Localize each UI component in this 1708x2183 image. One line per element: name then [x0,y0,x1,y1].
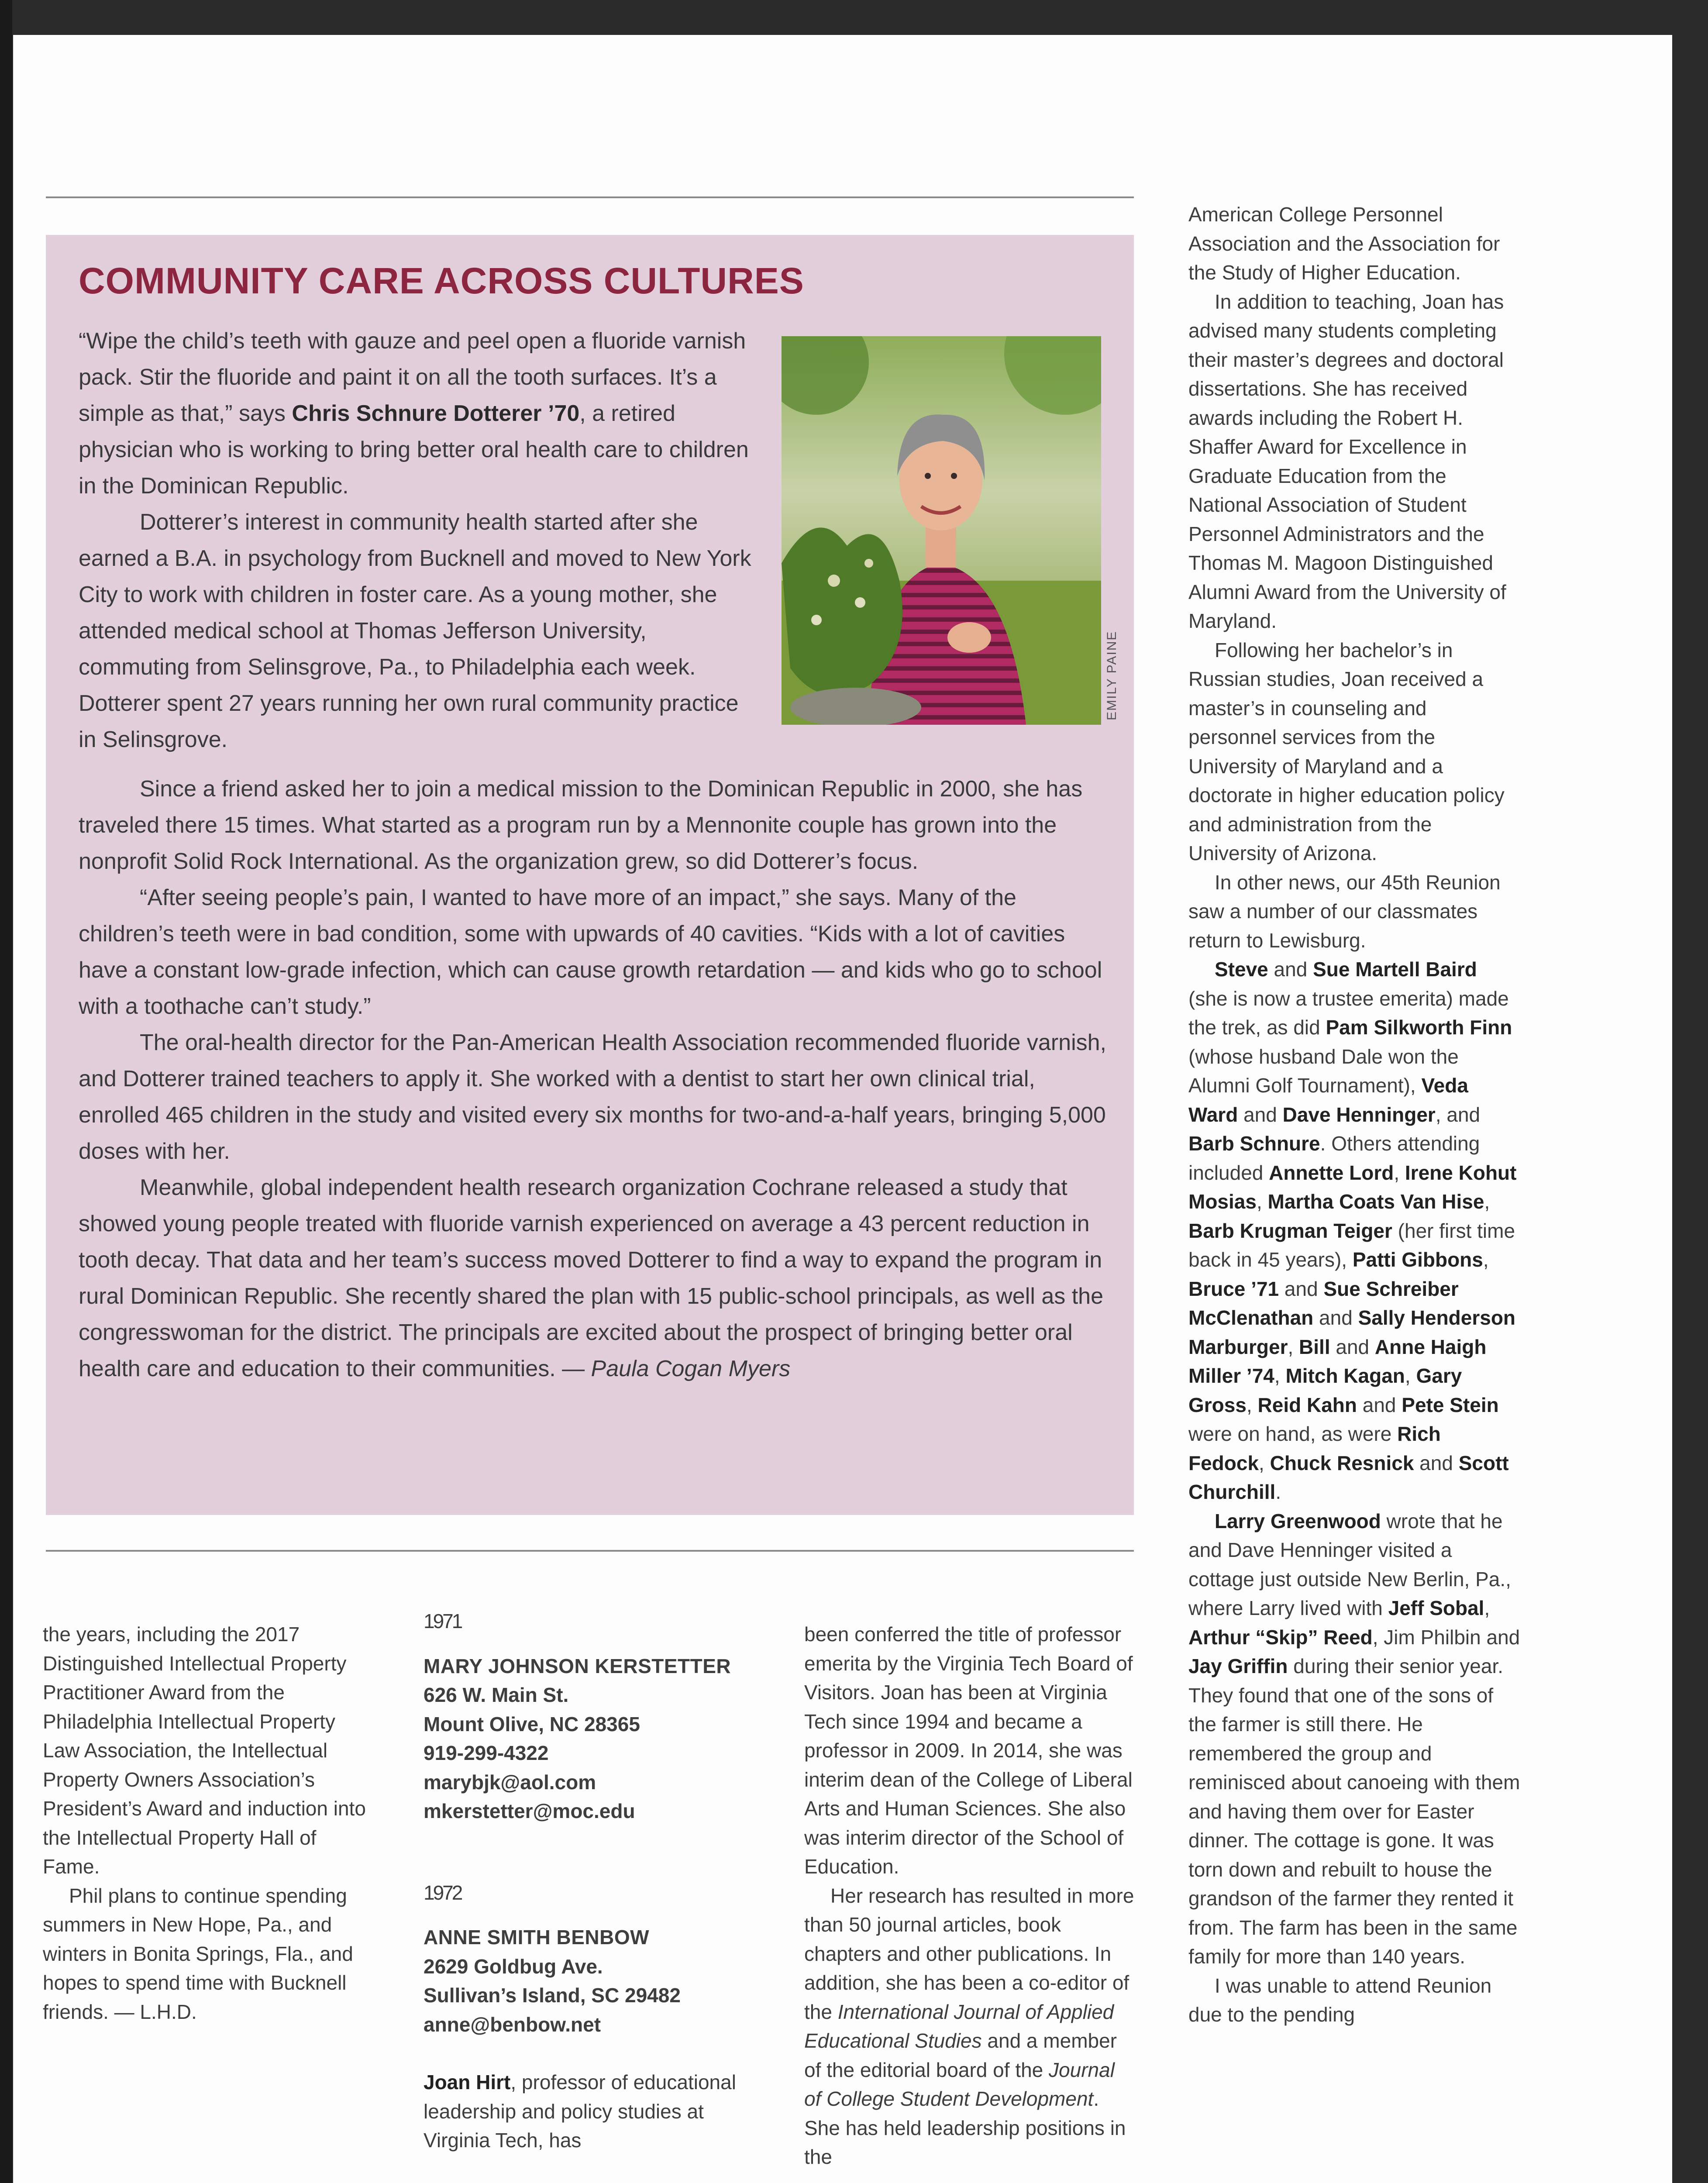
reporter-email-link[interactable]: anne@benbow.net [424,2013,601,2036]
classmate-name: Scott Churchill [1188,1451,1509,1503]
feature-story-bottom [79,771,1109,1387]
portrait-illustration [782,336,1101,725]
class-year-1971: 1971 [424,1610,461,1632]
story-paragraph-6: Meanwhile, global independent health research organization Cochrane released a study that showed young people treated with fluoride varnish experienced on average a 43 percent reduction in tooth decay. That data and her team’s success moved Dotterer to find a way to expand the program in rural Dominican Republic. She recently shared the plan with 15 public-school principals, as well as the congresswoman for the district. The principals are excited about the prospect of bringing better oral health care and education to their communities. — Paula Cogan Myers [79,1175,1103,1381]
photo-credit: EMILY PAINE [1105,630,1119,720]
classmate-name: Pam Silkworth Finn [1326,1016,1512,1039]
classmate-name: Anne Haigh Miller ’74 [1188,1335,1487,1387]
col4-paragraph-4: In other news, our 45th Reunion saw a number of our classmates return to Lewisburg. [1188,871,1501,952]
classmate-name: Rich Fedock [1188,1422,1441,1474]
story-paragraph-3: Since a friend asked her to join a medical mission to the Dominican Republic in 2000, she has traveled there 15 times. What started as a program run by a Mennonite couple has grown into the nonprofit Solid Rock International. As the organization grew, so did Dotterer’s focus. [79,776,1083,874]
col4-paragraph-5: Steve and Sue Martell Baird (she is now a trustee emerita) made the trek, as did Pam Silkworth Finn (whose husband Dale won the Alumni Golf Tournament), Veda Ward and Dave Henninger, and Barb Schnure. Others attending included Annette Lord, Irene Kohut Mosias, Martha Coats Van Hise, Barb Krugman Teiger (her first time back in 45 years), Patti Gibbons, Bruce ’71 and Sue Schreiber McClenathan and Sally Henderson Marburger, Bill and Anne Haigh Miller ’74, Mitch Kagan, Gary Gross, Reid Kahn and Pete Stein were on hand, as were Rich Fedock, Chuck Resnick and Scott Churchill. [1188,958,1517,1503]
story-paragraph-2: Dotterer’s interest in community health started after she earned a B.A. in psychology from Bucknell and moved to New York City to work with children in foster care. As a young mother, she attended medical school at Thomas Jefferson University, commuting from Selinsgrove, Pa., to Philadelphia each week. Dotterer spent 27 years running her own rural community practice in Selinsgrove. [79,510,751,752]
classmate-name: Chuck Resnick [1270,1451,1414,1474]
classmate-name: Sue Schreiber McClenathan [1188,1277,1459,1329]
portrait-photo [782,336,1101,725]
story-paragraph-4: “After seeing people’s pain, I wanted to have more of an impact,” she says. Many of the children’s teeth were in bad condition, some with upwards of 40 cavities. “Kids with a lot of cavities have a constant low-grade infection, which can cause growth retardation — and kids who go to school with a toothache can’t study.” [79,885,1102,1019]
classmate-name: Jay Griffin [1188,1655,1288,1677]
classmate-name: Bruce ’71 [1188,1277,1279,1300]
col2-paragraph: Joan Hirt, professor of educational leadership and policy studies at Virginia Tech, has [424,2071,736,2152]
classmate-name: Larry Greenwood [1215,1509,1381,1532]
classmate-name: Annette Lord [1269,1161,1394,1184]
classmate-name: Patti Gibbons [1352,1248,1483,1271]
reporter-address-line-1: 626 W. Main St. [424,1684,569,1706]
reporter-address-line-2: Sullivan’s Island, SC 29482 [424,1984,681,2007]
col1-paragraph-2: Phil plans to continue spending summers in New Hope, Pa., and winters in Bonita Springs, Fla., and hopes to spend time with Bucknell friends. — L.H.D. [43,1884,353,2023]
reporter-address-line-1: 2629 Goldbug Ave. [424,1955,603,1978]
feature-title: COMMUNITY CARE ACROSS CULTURES [79,260,804,301]
col1-paragraph-1: the years, including the 2017 Distinguished Intellectual Property Practitioner Award from the Philadelphia Intellectual Property Law Association, the Intellectual Property Owners Association’s President’s Award and induction into the Intellectual Property Hall of Fame. [43,1623,366,1878]
top-rule [46,196,1134,198]
class-reporter-name: ANNE SMITH BENBOW [424,1926,650,1949]
story-paragraph-1: “Wipe the child’s teeth with gauze and peel open a fluoride varnish pack. Stir the fluoride and paint it on all the tooth surfaces. It’s a simple as that,” says Chris Schnure Dotterer ’70, a retired physician who is working to bring better oral health care to children in the Dominican Republic. [79,328,749,499]
class-reporter-name: MARY JOHNSON KERSTETTER [424,1654,731,1677]
classmate-name: Barb Krugman Teiger [1188,1219,1392,1242]
col4-paragraph-6: Larry Greenwood wrote that he and Dave Henninger visited a cottage just outside New Berlin, Pa., where Larry lived with Jeff Sobal, Arthur “Skip” Reed, Jim Philbin and Jay Griffin during their senior year. They found that one of the sons of the farmer is still there. He remembered the group and reminisced about canoeing with them and having them over for Easter dinner. The cottage is gone. It was torn down and rebuilt to house the grandson of the farmer they rented it from. The farm has been in the same family for more than 140 years. [1188,1509,1520,1968]
profile-name: Chris Schnure Dotterer ’70 [292,401,580,426]
col3-paragraph-1: been conferred the title of professor emerita by the Virginia Tech Board of Visitors. Joan has been at Virginia Tech since 1994 and became a professor in 2009. In 2014, she was interim dean of the College of Liberal Arts and Human Sciences. She also was interim director of the School of Education. [804,1623,1133,1878]
classmate-name: Gary Gross [1188,1364,1462,1416]
classmate-name: Pete Stein [1402,1393,1499,1416]
classmate-name: Dave Henninger [1282,1103,1436,1126]
col4-paragraph-1: American College Personnel Association and the Association for the Study of Higher Education. [1188,203,1500,284]
column-1 [43,1620,375,2026]
classmate-name: Arthur “Skip” Reed [1188,1625,1373,1649]
column-4 [1188,200,1520,2029]
classmate-name: Barb Schnure [1188,1132,1320,1155]
story-byline: Paula Cogan Myers [591,1356,791,1381]
classmate-name: Mitch Kagan [1285,1364,1405,1387]
classmate-name: Bill [1299,1335,1330,1358]
column-2 [424,1607,768,2155]
column-3 [804,1620,1136,2172]
classmate-name: Martha Coats Van Hise [1267,1190,1484,1213]
middle-rule [46,1550,1134,1552]
reporter-phone: 919-299-4322 [424,1742,549,1764]
story-paragraph-5: The oral-health director for the Pan-American Health Association recommended fluoride varnish, and Dotterer trained teachers to apply it. She worked with a dentist to start her own clinical trial, enrolled 465 children in the study and visited every six months for two-and-a-half years, bringing 5,000 doses with her. [79,1030,1106,1164]
classmate-name: Irene Kohut Mosias [1188,1161,1517,1213]
classmate-name: Sue Martell Baird [1313,958,1477,981]
reporter-email-link[interactable]: mkerstetter@moc.edu [424,1800,635,1822]
classmate-name: Steve [1215,958,1268,981]
class-year-1972: 1972 [424,1881,461,1904]
reporter-address-line-2: Mount Olive, NC 28365 [424,1712,640,1735]
classmate-name: Veda Ward [1188,1074,1468,1126]
page-edge [0,0,12,2183]
classmate-name: Reid Kahn [1257,1393,1357,1416]
col4-paragraph-3: Following her bachelor’s in Russian studies, Joan received a master’s in counseling and personnel services from the University of Maryland and a doctorate in higher education policy and administration from the University of Arizona. [1188,638,1505,864]
col4-paragraph-7: I was unable to attend Reunion due to the pending [1188,1974,1492,2026]
col3-paragraph-2: Her research has resulted in more than 50 journal articles, book chapters and other publications. In addition, she has been a co-editor of the International Journal of Applied Educational Studies and a member of the editorial board of the Journal of College Student Development. She has held leadership positions in the [804,1884,1134,2168]
feature-story-top [79,323,760,758]
col4-paragraph-2: In addition to teaching, Joan has advised many students completing their master’s degrees and doctoral dissertations. She has received awards including the Robert H. Shaffer Award for Excellence in Graduate Education from the National Association of Student Personnel Administrators and the Thomas M. Magoon Distinguished Alumni Award from the University of Maryland. [1188,290,1506,632]
classmate-name: Jeff Sobal [1388,1597,1484,1619]
classmate-name: Sally Henderson Marburger [1188,1306,1516,1358]
reporter-email-link[interactable]: marybjk@aol.com [424,1770,596,1794]
